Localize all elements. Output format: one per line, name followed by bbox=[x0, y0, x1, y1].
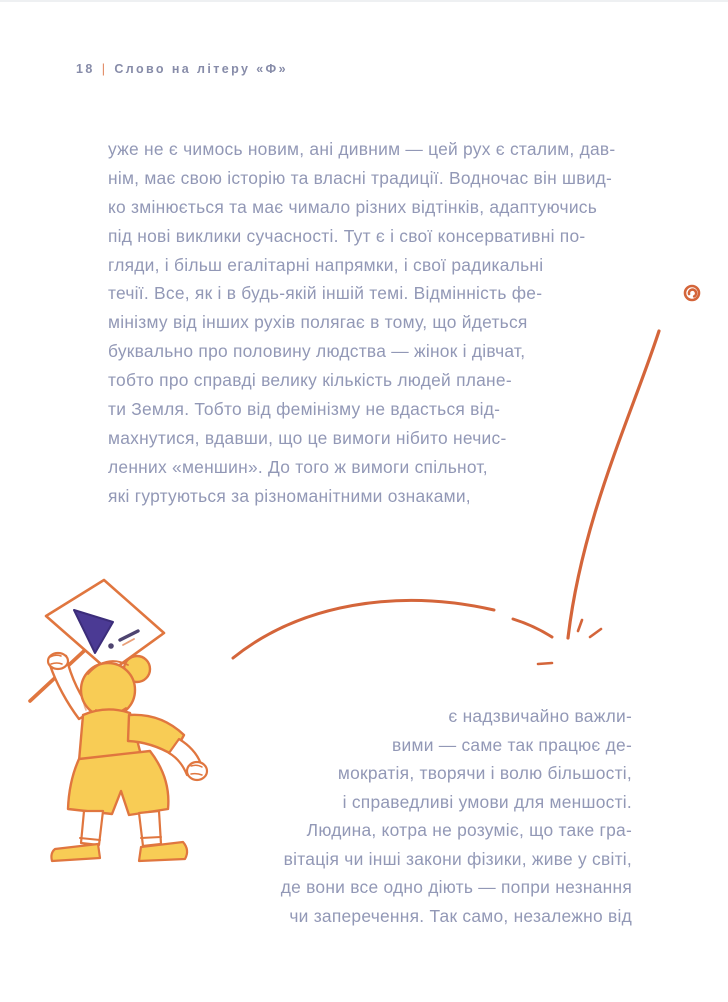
text-line: вітація чи інші закони фізики, живе у світі, bbox=[283, 848, 632, 869]
text-line: мократія, творячи і волю більшості, bbox=[337, 763, 632, 783]
text-line: мінізму від інших рухів полягає в тому, що йдеться bbox=[108, 312, 528, 333]
text-line: є надзвичайно важли- bbox=[448, 706, 632, 726]
placard-triangle-icon bbox=[74, 610, 113, 653]
right-sleeve bbox=[128, 715, 184, 755]
hair-bun bbox=[124, 656, 150, 682]
text-line: уже не є чимось новим, ані дивним — цей рух є сталим, дав- bbox=[108, 139, 616, 159]
bottom-paragraph bbox=[281, 702, 632, 930]
motion-lines bbox=[84, 684, 99, 710]
text-line: гляди, і більш егалітарні напрямки, і свої радикальні bbox=[108, 254, 544, 275]
text-line: під нові виклики сучасності. Тут є і свої консервативні по- bbox=[108, 225, 586, 246]
header-divider: | bbox=[101, 62, 108, 76]
text-line: і справедливі умови для меншості. bbox=[342, 791, 632, 812]
right-fist bbox=[187, 762, 207, 780]
shorts bbox=[68, 751, 168, 815]
text-line: які гуртуються за різноманітними ознаками, bbox=[108, 485, 471, 506]
text-line: ти Земля. Тобто від фемінізму не вдасться від- bbox=[108, 399, 501, 420]
hair-strands bbox=[88, 661, 128, 713]
protester-illustration bbox=[30, 580, 207, 861]
text-line: чи заперечення. Так само, незалежно від bbox=[289, 905, 632, 926]
text-line: тобто про справді велику кількість людей плане- bbox=[108, 370, 512, 391]
left-sandal bbox=[51, 844, 100, 861]
placard-exclamation-icon bbox=[108, 631, 138, 649]
right-forearm bbox=[169, 739, 202, 775]
raised-arm bbox=[50, 656, 92, 719]
page-number: 18 bbox=[76, 62, 95, 76]
impact-sparks bbox=[538, 620, 601, 664]
left-leg bbox=[81, 811, 103, 845]
text-line: ленних «меншин». До того ж вимоги спільнот, bbox=[108, 456, 488, 477]
hand-on-stick bbox=[48, 653, 68, 669]
main-paragraph bbox=[108, 135, 615, 511]
running-header bbox=[76, 62, 288, 76]
text-line: Людина, котра не розуміє, що таке гра- bbox=[306, 820, 632, 840]
head bbox=[81, 663, 135, 717]
placard bbox=[46, 580, 164, 672]
text-line: течії. Все, як і в будь-якій іншій темі. Відмінність фе- bbox=[108, 283, 543, 304]
left-ankle-band bbox=[80, 838, 100, 840]
torso bbox=[79, 709, 141, 764]
text-line: нім, має свою історію та власні традиції. Водночас він швид- bbox=[108, 167, 613, 188]
text-line: вими — саме так працює де- bbox=[392, 734, 632, 755]
text-line: де вони все одно діють — попри незнання bbox=[280, 877, 632, 897]
bounce-arc-line bbox=[233, 600, 552, 658]
ball-doodle-icon bbox=[685, 286, 699, 300]
text-line: ко змінюється та має чимало різних відтінків, адаптуючись bbox=[108, 196, 598, 217]
text-line: буквально про половину людства — жінок і дівчат, bbox=[108, 341, 526, 362]
running-title: Слово на літеру «Ф» bbox=[114, 62, 288, 76]
right-ankle-band bbox=[141, 837, 161, 838]
flag-stick bbox=[30, 638, 98, 701]
text-line: махнутися, вдавши, що це вимоги нібито нечис- bbox=[108, 427, 507, 448]
right-sandal bbox=[139, 842, 187, 861]
right-leg bbox=[139, 811, 161, 846]
